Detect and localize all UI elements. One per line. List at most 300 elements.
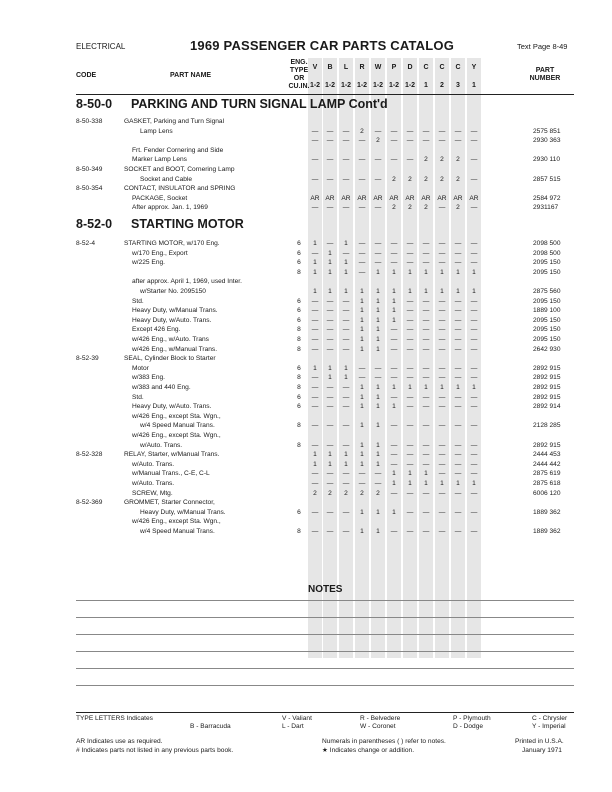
- row-cell: 2: [456, 204, 460, 212]
- row-cell: —: [406, 297, 414, 305]
- row-cell: 1: [440, 268, 444, 276]
- legend-d: D - Dodge: [453, 723, 484, 730]
- row-cell: —: [358, 364, 366, 372]
- row-part-name: w/426 Eng., w/Manual Trans.: [132, 345, 218, 353]
- row-cell: 2: [424, 156, 428, 164]
- row-part-number: 2875 618: [533, 480, 561, 487]
- row-cell: 1: [472, 384, 476, 391]
- row-cell: —: [470, 422, 478, 430]
- row-cell: —: [454, 422, 462, 430]
- row-cell: 2: [360, 127, 364, 135]
- row-cell: 1: [376, 441, 380, 449]
- row-cell: —: [422, 460, 430, 468]
- row-part-name: w/170 Eng., Export: [132, 249, 188, 257]
- row-cell: —: [470, 364, 478, 372]
- row-cell: 1: [376, 345, 380, 353]
- col-part-name-header: PART NAME: [170, 72, 212, 79]
- notes-line: [76, 668, 574, 669]
- type-sub: 1-2: [404, 82, 416, 89]
- row-cell: 2: [424, 175, 428, 183]
- table-row: [0, 354, 612, 363]
- table-row: [0, 431, 612, 440]
- note-star: ★ Indicates change or addition.: [322, 747, 415, 754]
- row-cell: —: [422, 422, 430, 430]
- row-cell: 1: [408, 470, 412, 478]
- row-cell: —: [470, 127, 478, 135]
- row-cell: —: [470, 326, 478, 334]
- row-cell: —: [454, 259, 462, 267]
- row-cell: 1: [392, 403, 396, 411]
- row-cell: 1: [344, 364, 348, 372]
- notes-title: NOTES: [308, 584, 343, 595]
- row-cell: 1: [313, 288, 317, 295]
- row-cell: —: [470, 441, 478, 449]
- row-part-number: 2444 442: [533, 460, 561, 468]
- row-cell: —: [326, 422, 334, 430]
- row-cell: 1: [472, 288, 476, 295]
- row-cell: 1: [344, 288, 348, 295]
- row-cell: —: [311, 336, 319, 343]
- row-cell: —: [470, 175, 478, 183]
- row-cell: 1: [360, 508, 364, 516]
- row-part-name: w/Auto. Trans.: [132, 460, 175, 468]
- row-eng: 8: [297, 345, 301, 353]
- row-cell: —: [438, 489, 446, 497]
- row-cell: —: [358, 374, 366, 382]
- section-number: 8-52-0: [76, 217, 113, 231]
- section-header: [76, 97, 388, 111]
- table-row: [0, 498, 612, 507]
- row-part-number: 2128 285: [533, 422, 561, 430]
- row-cell: —: [390, 489, 398, 497]
- row-cell: —: [422, 364, 430, 372]
- table-row: [0, 489, 612, 498]
- row-cell: 1: [376, 307, 380, 315]
- row-cell: —: [454, 137, 462, 145]
- row-cell: 1: [313, 451, 317, 459]
- row-cell: 2: [344, 489, 348, 497]
- table-row: [0, 527, 612, 536]
- row-cell: —: [438, 345, 446, 353]
- row-cell: —: [358, 204, 366, 212]
- row-cell: —: [358, 156, 366, 164]
- row-part-name: GASKET, Parking and Turn Signal: [124, 118, 225, 125]
- row-cell: —: [422, 441, 430, 449]
- row-cell: 1: [440, 288, 444, 295]
- row-part-number: 2892 915: [533, 393, 561, 401]
- row-part-name: w/Auto. Trans.: [140, 441, 183, 449]
- table-row: [0, 258, 612, 267]
- row-cell: —: [406, 374, 414, 382]
- row-cell: —: [326, 393, 334, 401]
- row-cell: —: [374, 204, 382, 212]
- row-cell: —: [326, 441, 334, 449]
- row-cell: 1: [344, 374, 348, 382]
- table-row: [0, 402, 612, 411]
- note-numerals: Numerals in parentheses ( ) refer to notes.: [322, 738, 446, 745]
- row-cell: —: [406, 249, 414, 257]
- table-row: [0, 412, 612, 421]
- row-cell: —: [454, 489, 462, 497]
- row-part-name: Heavy Duty, w/Manual Trans.: [132, 307, 218, 315]
- row-eng: 6: [297, 259, 301, 267]
- row-cell: 1: [360, 528, 364, 535]
- row-cell: —: [454, 336, 462, 343]
- row-eng: 8: [297, 422, 301, 430]
- row-cell: 1: [328, 259, 332, 267]
- row-part-name: PACKAGE, Socket: [132, 194, 188, 202]
- row-eng: 6: [297, 364, 301, 372]
- row-cell: 1: [376, 528, 380, 535]
- row-cell: —: [422, 345, 430, 353]
- row-part-number: 1889 100: [533, 307, 561, 315]
- row-cell: AR: [357, 194, 367, 202]
- row-cell: —: [311, 137, 319, 145]
- row-cell: —: [390, 441, 398, 449]
- row-part-number: 2095 150: [533, 259, 561, 267]
- row-cell: AR: [341, 194, 351, 202]
- row-eng: 8: [297, 326, 301, 334]
- row-eng: 6: [297, 393, 301, 401]
- row-cell: —: [326, 480, 334, 487]
- row-cell: —: [454, 249, 462, 257]
- row-cell: 1: [472, 268, 476, 276]
- row-cell: —: [358, 259, 366, 267]
- type-letter: P: [391, 64, 397, 71]
- row-part-name: Lamp Lens: [140, 127, 173, 135]
- type-sub: 1-2: [356, 82, 368, 89]
- row-part-name: SCREW, Mtg.: [132, 489, 173, 497]
- row-cell: —: [390, 422, 398, 430]
- row-cell: —: [311, 316, 319, 324]
- row-cell: 1: [424, 288, 428, 295]
- row-part-number: 2098 500: [533, 249, 561, 257]
- type-sub: 1: [472, 82, 476, 89]
- row-cell: —: [438, 364, 446, 372]
- row-cell: 1: [344, 259, 348, 267]
- type-sub: 1-2: [324, 82, 336, 89]
- row-cell: —: [390, 451, 398, 459]
- row-part-name: GROMMET, Starter Connector,: [124, 499, 215, 507]
- table-row: [0, 194, 612, 203]
- row-cell: —: [326, 175, 334, 183]
- row-cell: —: [374, 175, 382, 183]
- row-part-number: 2892 915: [533, 364, 561, 372]
- row-part-name: Socket and Cable: [140, 175, 193, 183]
- row-cell: 1: [392, 288, 396, 295]
- row-part-name: Heavy Duty, w/Auto. Trans.: [132, 316, 212, 324]
- row-cell: —: [422, 127, 430, 135]
- row-cell: —: [438, 470, 446, 478]
- row-cell: —: [406, 489, 414, 497]
- row-cell: 1: [360, 451, 364, 459]
- row-cell: —: [358, 249, 366, 257]
- row-cell: AR: [405, 194, 415, 202]
- section-title: PARKING AND TURN SIGNAL LAMP Cont'd: [131, 97, 388, 111]
- row-cell: 2: [376, 489, 380, 497]
- row-cell: —: [454, 316, 462, 324]
- legend-y: Y - Imperial: [532, 723, 566, 730]
- row-part-name: Std.: [132, 393, 144, 401]
- row-cell: —: [390, 249, 398, 257]
- row-cell: —: [358, 470, 366, 478]
- row-cell: AR: [389, 194, 399, 202]
- row-cell: —: [342, 441, 350, 449]
- table-row: [0, 316, 612, 325]
- row-cell: 1: [456, 384, 460, 391]
- row-part-number: 2857 515: [533, 175, 561, 183]
- table-row: [0, 479, 612, 488]
- row-part-name: After approx. Jan. 1, 1969: [132, 204, 208, 212]
- col-eng-header: ENG. TYPE OR CU.IN.: [288, 59, 310, 90]
- row-cell: —: [311, 508, 319, 516]
- table-row: [0, 175, 612, 184]
- row-part-name: w/426 Eng., w/Auto. Trans: [132, 336, 209, 343]
- section-header: [76, 217, 244, 231]
- row-cell: —: [326, 316, 334, 324]
- row-cell: 1: [313, 364, 317, 372]
- legend-w: W - Coronet: [360, 723, 396, 730]
- row-cell: —: [470, 460, 478, 468]
- header-left: ELECTRICAL: [76, 42, 126, 51]
- row-cell: 1: [408, 268, 412, 276]
- row-eng: 6: [297, 403, 301, 411]
- row-cell: —: [438, 403, 446, 411]
- row-cell: AR: [325, 194, 335, 202]
- table-row: [0, 373, 612, 382]
- row-cell: 2: [392, 175, 396, 183]
- row-cell: —: [422, 297, 430, 305]
- row-part-number: 2892 915: [533, 441, 561, 449]
- row-cell: —: [406, 345, 414, 353]
- row-part-number: 1889 362: [533, 528, 561, 535]
- row-cell: —: [454, 374, 462, 382]
- row-code: 8-52-369: [76, 499, 103, 507]
- type-letter: C: [423, 64, 429, 71]
- row-part-name: w/426 Eng., except Sta. Wgn.,: [132, 432, 221, 439]
- row-cell: —: [326, 403, 334, 411]
- row-cell: 2: [360, 489, 364, 497]
- row-cell: —: [454, 240, 462, 247]
- table-row: [0, 277, 612, 286]
- note-hash: # Indicates parts not listed in any previous parts book.: [76, 747, 234, 754]
- row-cell: 1: [328, 374, 332, 382]
- row-cell: —: [454, 451, 462, 459]
- type-letters-label: TYPE LETTERS Indicates: [76, 715, 153, 722]
- table-row: [0, 393, 612, 402]
- row-cell: —: [438, 528, 446, 535]
- row-cell: 1: [456, 480, 460, 487]
- row-cell: —: [438, 441, 446, 449]
- row-cell: —: [470, 137, 478, 145]
- row-cell: —: [438, 297, 446, 305]
- row-part-number: 2930 110: [533, 156, 561, 164]
- row-part-number: 2930 363: [533, 137, 561, 145]
- row-cell: —: [470, 345, 478, 353]
- row-cell: —: [406, 364, 414, 372]
- row-cell: —: [358, 240, 366, 247]
- row-cell: —: [406, 451, 414, 459]
- row-code: 8-52-4: [76, 240, 96, 247]
- row-cell: —: [326, 137, 334, 145]
- row-cell: —: [454, 307, 462, 315]
- table-row: [0, 421, 612, 430]
- row-eng: 6: [297, 240, 301, 247]
- row-cell: —: [326, 326, 334, 334]
- row-eng: 8: [297, 268, 301, 276]
- row-cell: —: [358, 175, 366, 183]
- row-cell: 2: [440, 175, 444, 183]
- row-cell: —: [326, 156, 334, 164]
- row-cell: —: [470, 259, 478, 267]
- row-cell: —: [311, 374, 319, 382]
- row-cell: 1: [360, 384, 364, 391]
- table-row: [0, 441, 612, 450]
- row-part-number: 2095 150: [533, 297, 561, 305]
- row-cell: —: [454, 297, 462, 305]
- notes-line: [76, 651, 574, 652]
- row-cell: 1: [408, 384, 412, 391]
- row-cell: 1: [328, 268, 332, 276]
- table-row: [0, 184, 612, 193]
- row-cell: 1: [344, 268, 348, 276]
- row-cell: —: [438, 451, 446, 459]
- row-cell: 1: [424, 480, 428, 487]
- row-cell: —: [470, 489, 478, 497]
- row-cell: —: [311, 297, 319, 305]
- row-cell: —: [406, 508, 414, 516]
- table-row: [0, 287, 612, 296]
- type-letter: L: [343, 64, 349, 71]
- row-cell: 1: [440, 480, 444, 487]
- row-code: 8-50-349: [76, 166, 103, 173]
- row-cell: —: [470, 336, 478, 343]
- row-cell: —: [342, 422, 350, 430]
- row-cell: —: [311, 345, 319, 353]
- row-cell: —: [311, 156, 319, 164]
- table-row: [0, 203, 612, 212]
- row-cell: 1: [376, 422, 380, 430]
- row-code: 8-52-328: [76, 451, 103, 459]
- row-cell: 1: [328, 451, 332, 459]
- row-part-number: 2892 915: [533, 374, 561, 382]
- row-cell: 1: [328, 460, 332, 468]
- type-letter: Y: [471, 64, 477, 71]
- table-row: [0, 155, 612, 164]
- row-cell: 1: [392, 384, 396, 391]
- row-cell: 1: [392, 297, 396, 305]
- row-cell: —: [422, 307, 430, 315]
- row-cell: —: [454, 441, 462, 449]
- type-sub: 2: [440, 82, 444, 89]
- row-cell: —: [422, 336, 430, 343]
- row-cell: 1: [360, 345, 364, 353]
- row-cell: 1: [392, 480, 396, 487]
- type-letter: R: [359, 64, 365, 71]
- row-cell: —: [342, 393, 350, 401]
- section-title: STARTING MOTOR: [131, 217, 244, 231]
- row-cell: 1: [360, 326, 364, 334]
- row-cell: —: [311, 393, 319, 401]
- row-part-name: Std.: [132, 297, 144, 305]
- row-cell: AR: [310, 194, 320, 202]
- row-cell: —: [422, 393, 430, 401]
- row-cell: —: [454, 528, 462, 535]
- row-cell: —: [438, 137, 446, 145]
- row-cell: —: [422, 326, 430, 334]
- type-sub: 1-2: [372, 82, 384, 89]
- row-part-name: Motor: [132, 364, 149, 372]
- row-eng: 6: [297, 249, 301, 257]
- row-cell: —: [406, 460, 414, 468]
- row-cell: —: [342, 403, 350, 411]
- row-part-number: 2875 619: [533, 470, 561, 478]
- row-cell: 1: [392, 508, 396, 516]
- table-row: [0, 469, 612, 478]
- table-row: [0, 165, 612, 174]
- row-part-number: 2444 453: [533, 451, 561, 459]
- row-cell: —: [390, 393, 398, 401]
- row-cell: 1: [360, 297, 364, 305]
- row-cell: —: [422, 259, 430, 267]
- row-cell: —: [326, 384, 334, 391]
- table-row: [0, 136, 612, 145]
- row-cell: —: [342, 175, 350, 183]
- notes-line: [76, 600, 574, 601]
- row-cell: —: [438, 307, 446, 315]
- row-cell: AR: [469, 194, 479, 202]
- row-cell: —: [374, 259, 382, 267]
- row-cell: —: [438, 508, 446, 516]
- row-cell: —: [470, 508, 478, 516]
- row-cell: —: [438, 374, 446, 382]
- notes-line: [76, 617, 574, 618]
- row-cell: 1: [344, 240, 348, 247]
- row-cell: 1: [360, 336, 364, 343]
- table-row: [0, 268, 612, 277]
- row-cell: —: [358, 480, 366, 487]
- row-cell: —: [342, 127, 350, 135]
- row-cell: 2: [408, 175, 412, 183]
- row-cell: —: [422, 137, 430, 145]
- row-part-name: w/426 Eng., except Sta. Wgn.,: [132, 412, 221, 420]
- row-cell: —: [311, 307, 319, 315]
- footer-rule: [76, 712, 574, 713]
- row-cell: —: [311, 480, 319, 487]
- row-cell: —: [470, 204, 478, 212]
- row-cell: —: [406, 240, 414, 247]
- table-row: [0, 146, 612, 155]
- row-cell: —: [470, 156, 478, 164]
- row-cell: —: [358, 268, 366, 276]
- row-cell: AR: [453, 194, 463, 202]
- section-number: 8-50-0: [76, 97, 113, 111]
- row-cell: 1: [360, 316, 364, 324]
- row-cell: —: [470, 470, 478, 478]
- row-part-number: 2875 560: [533, 288, 561, 295]
- row-part-number: 2642 930: [533, 345, 561, 353]
- row-part-number: 2575 851: [533, 127, 561, 135]
- table-row: [0, 517, 612, 526]
- row-cell: 1: [360, 403, 364, 411]
- row-cell: 1: [424, 470, 428, 478]
- row-cell: —: [342, 249, 350, 257]
- row-cell: —: [374, 480, 382, 487]
- row-cell: 1: [376, 451, 380, 459]
- row-cell: 1: [376, 268, 380, 276]
- row-part-number: 2584 972: [533, 194, 561, 202]
- row-cell: —: [342, 137, 350, 145]
